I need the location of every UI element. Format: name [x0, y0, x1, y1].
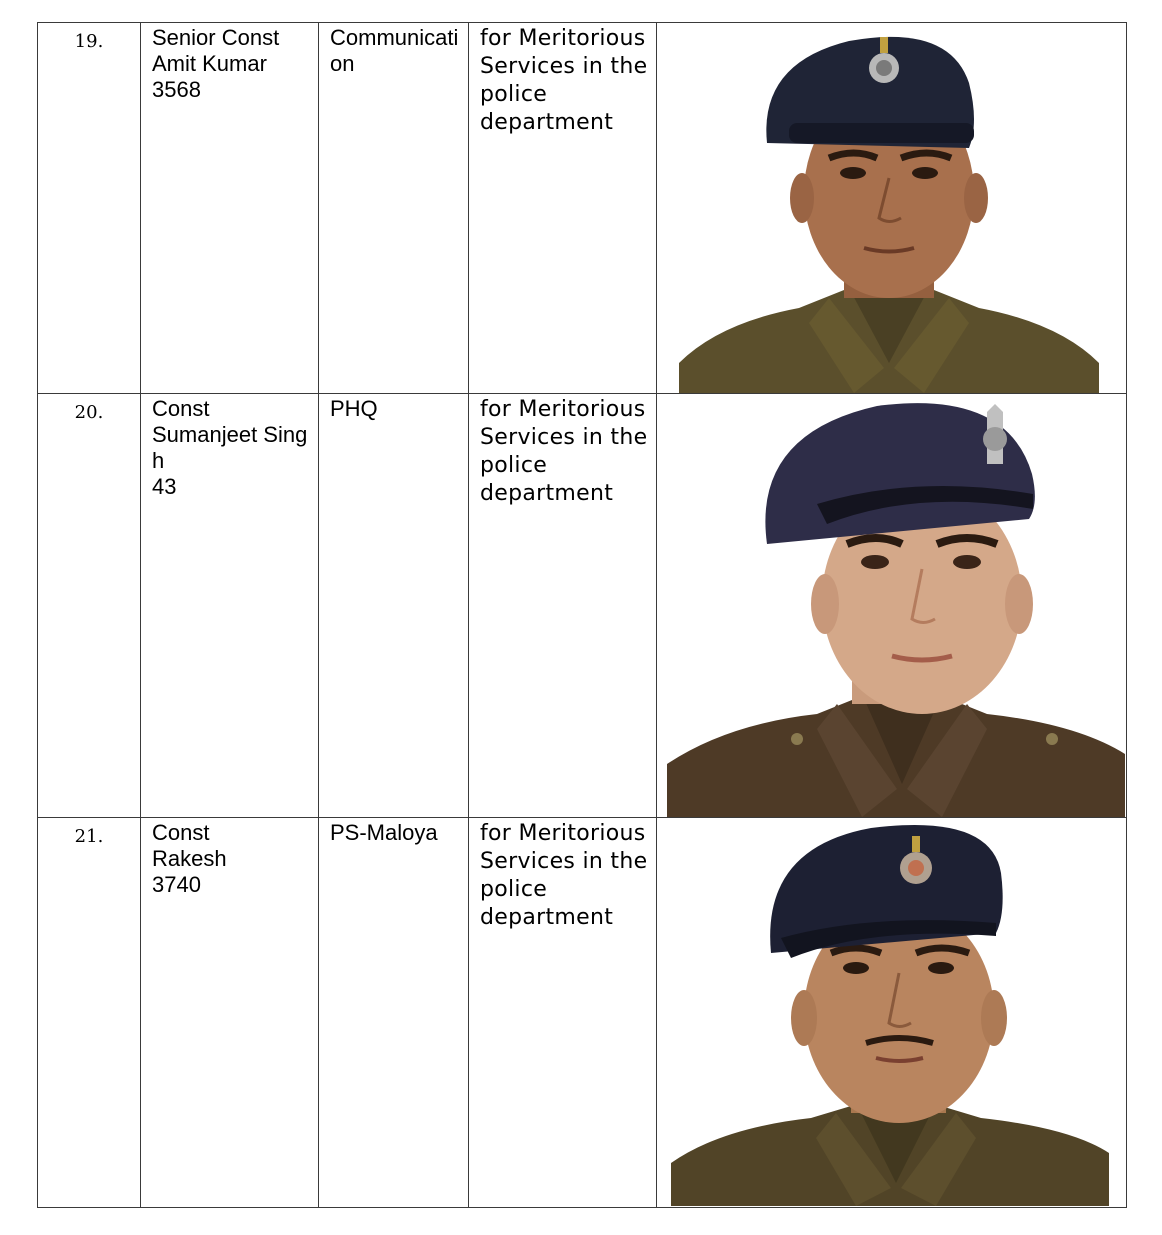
award-reason: for Meritorious Services in the police department: [469, 394, 657, 818]
table-row: [38, 394, 1127, 818]
officer-number: 3568: [152, 77, 201, 102]
unit-cell: Communication: [319, 23, 469, 394]
serial-number: 21.: [38, 818, 141, 1208]
officer-rank: Senior Const: [152, 25, 280, 50]
officer-name-cell: [141, 394, 319, 818]
award-reason: for Meritorious Services in the police department: [469, 818, 657, 1208]
serial-number: 19.: [38, 23, 141, 394]
photo-cell: [657, 23, 1127, 394]
awards-table: [37, 22, 1127, 1208]
officer-portrait-icon: [671, 818, 1109, 1206]
officer-name: Rakesh: [152, 846, 227, 871]
officer-name: Sumanjeet Singh: [152, 422, 308, 473]
officer-rank: Const: [152, 820, 210, 845]
officer-number: 3740: [152, 872, 201, 897]
award-reason: for Meritorious Services in the police department: [469, 23, 657, 394]
serial-number: 20.: [38, 394, 141, 818]
officer-name-cell: [141, 23, 319, 394]
unit-cell: PHQ: [319, 394, 469, 818]
photo-cell: [657, 394, 1127, 818]
unit-cell: PS-Maloya: [319, 818, 469, 1208]
officer-portrait-icon: [667, 394, 1125, 817]
officer-portrait-icon: [679, 23, 1099, 393]
officer-number: 43: [152, 474, 177, 499]
table-row: [38, 23, 1127, 394]
officer-name-cell: [141, 818, 319, 1208]
officer-rank: Const: [152, 396, 210, 421]
photo-cell: [657, 818, 1127, 1208]
table-row: [38, 818, 1127, 1208]
officer-name: Amit Kumar: [152, 51, 267, 76]
